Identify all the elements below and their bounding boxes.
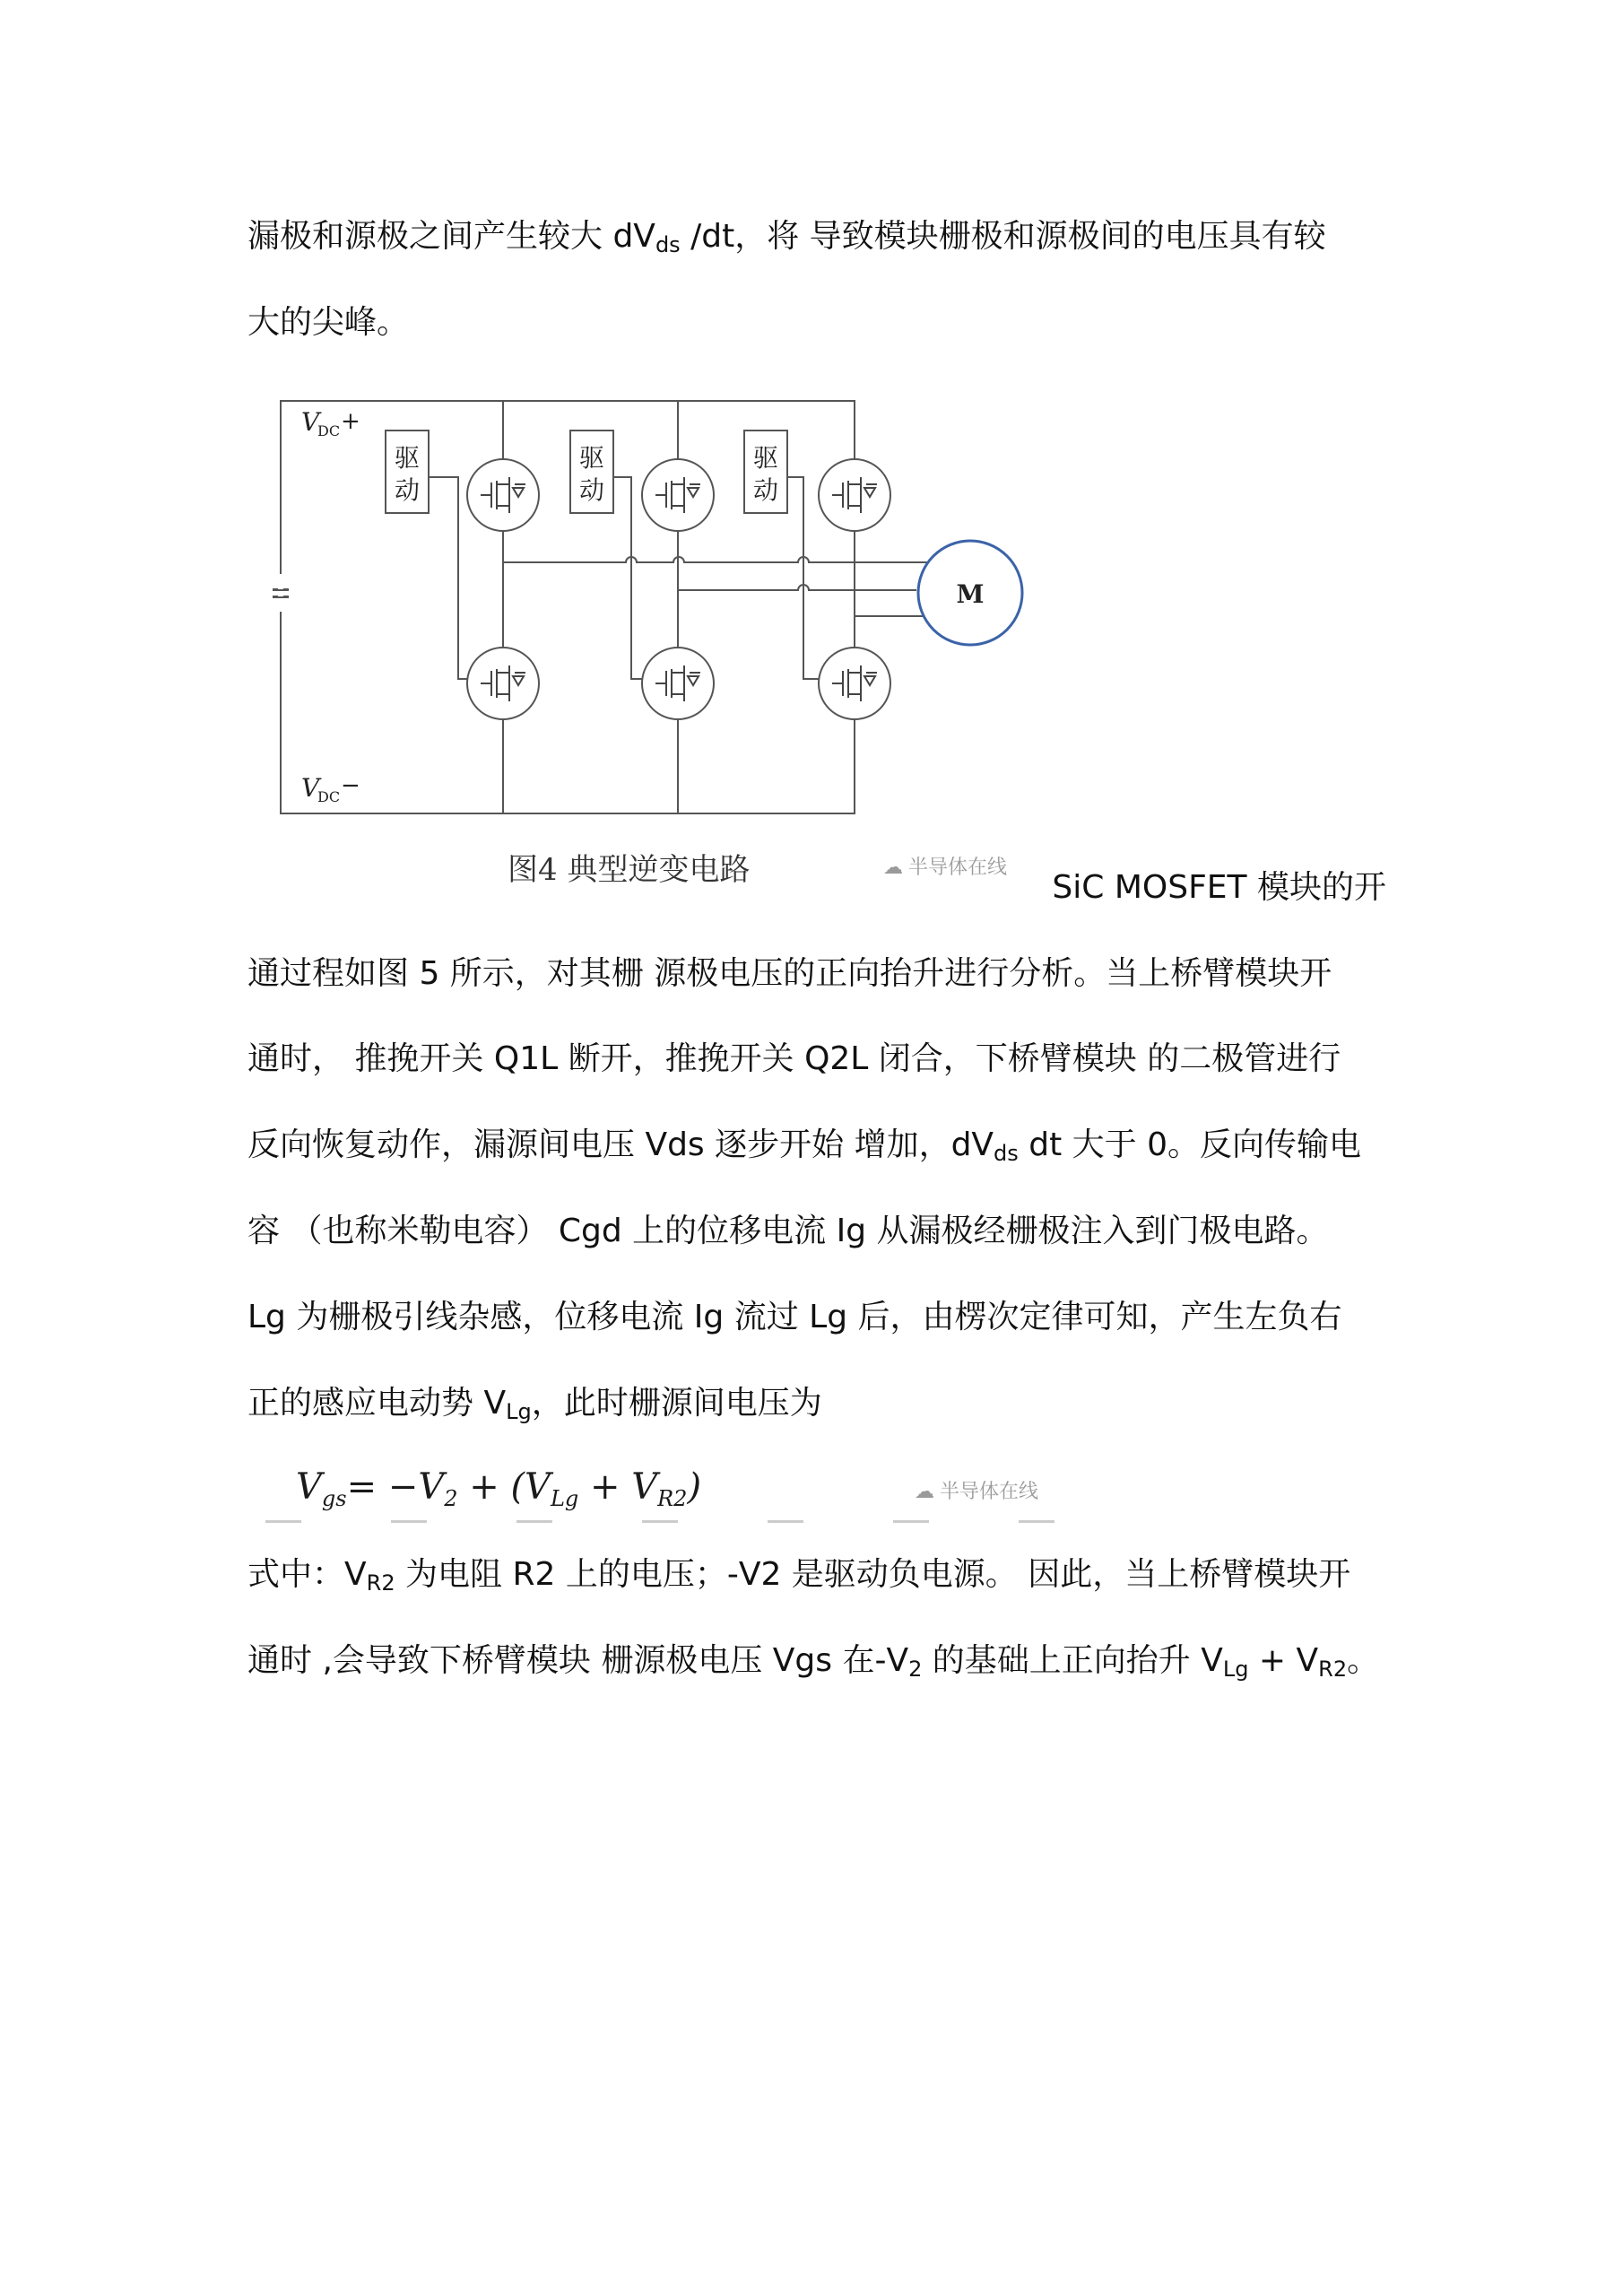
- text-segment: 通时 ,会导致下桥臂模块 栅源极电压 Vgs 在-V: [247, 1642, 909, 1679]
- text-segment: + V: [1248, 1642, 1319, 1679]
- phase-b-wire: [678, 585, 916, 590]
- text-segment: 容 （也称米勒电容） Cgd 上的位移电流 Ig 从漏极经栅极注入到门极电路。: [247, 1213, 1329, 1249]
- formula-subscript: gs: [321, 1486, 347, 1511]
- formula-part: = −V: [346, 1466, 445, 1508]
- vdc-plus-sign: +: [341, 408, 360, 435]
- text-segment: 为电阻 R2 上的电压；-V2 是驱动负电源。 因此，当上桥臂模块开: [395, 1556, 1351, 1593]
- driver1-label-top: 驱: [394, 443, 421, 473]
- paragraph1-line1: [247, 215, 1386, 266]
- mosfet-upper-3: [819, 459, 890, 531]
- text-segment: 式中：V: [247, 1556, 367, 1593]
- formula-subscript: R2: [657, 1486, 688, 1511]
- paragraph2-line1: [1052, 866, 1386, 909]
- driver3-label-bottom: 动: [752, 475, 779, 505]
- formula-part: + V: [578, 1466, 658, 1508]
- figure-caption: 图4 典型逆变电路: [508, 852, 751, 888]
- text-segment: 正的感应电动势 V: [247, 1385, 507, 1422]
- vdc-plus-sub: DC: [317, 422, 341, 439]
- text-segment: 的基础上正向抬升 V: [922, 1642, 1223, 1679]
- text-segment: ，此时栅源间电压为: [531, 1385, 822, 1422]
- driver2-label-top: 驱: [578, 443, 605, 473]
- phase-a-wire: [503, 557, 927, 562]
- subscript: Lg: [506, 1399, 532, 1424]
- mosfet-upper-2: [642, 459, 714, 531]
- vdc-minus-sign: −: [341, 772, 360, 799]
- text-segment: 漏极和源极之间产生较大 dV: [247, 218, 655, 255]
- driver2-label-bottom: 动: [578, 475, 605, 505]
- driver1-label-bottom: 动: [394, 475, 421, 505]
- watermark-logo-icon: ☁: [883, 857, 903, 879]
- formula-watermark: [915, 1476, 1038, 1504]
- paragraph2-line7: [247, 1382, 1386, 1433]
- text-segment: Lg 为栅极引线杂感，位移电流 Ig 流过 Lg 后，由楞次定律可知，产生左负右: [247, 1299, 1342, 1335]
- inverter-circuit-diagram: [265, 395, 1063, 897]
- formula-scan-artifact: [265, 1520, 1090, 1523]
- paragraph1-line2: [247, 301, 1386, 344]
- subscript: 2: [908, 1657, 923, 1682]
- mosfet-upper-1: [467, 459, 539, 531]
- formula-part: + (V: [457, 1466, 551, 1508]
- text-segment: 通过程如图 5 所示，对其栅 源极电压的正向抬升进行分析。当上桥臂模块开: [247, 955, 1332, 992]
- paragraph2-line6: [247, 1296, 1386, 1339]
- gate-voltage-formula: [296, 1466, 701, 1511]
- text-segment: SiC MOSFET 模块的开: [1052, 869, 1386, 906]
- vdc-plus-v: V: [301, 407, 320, 437]
- motor-label: M: [956, 579, 985, 609]
- vdc-minus-sub: DC: [317, 788, 341, 805]
- subscript: ds: [994, 1141, 1019, 1166]
- formula-subscript: Lg: [550, 1486, 579, 1511]
- watermark-text: 半导体在线: [940, 1481, 1039, 1503]
- text-segment: dt 大于 0。反向传输电: [1018, 1126, 1361, 1163]
- driver3-label-top: 驱: [752, 443, 779, 473]
- mosfet-lower-1: [467, 648, 539, 719]
- paragraph3-line1: [247, 1553, 1386, 1605]
- watermark-logo-icon: ☁: [915, 1481, 934, 1503]
- formula-part: ): [687, 1466, 702, 1508]
- subscript: R2: [366, 1570, 395, 1596]
- formula-subscript: 2: [444, 1486, 458, 1511]
- vdc-minus-v: V: [301, 773, 320, 803]
- formula-part: V: [296, 1466, 322, 1508]
- text-segment: 通时， 推挽开关 Q1L 断开，推挽开关 Q2L 闭合，下桥臂模块 的二极管进行: [247, 1040, 1341, 1077]
- paragraph2-line5: [247, 1210, 1386, 1253]
- watermark-text: 半导体在线: [908, 857, 1008, 879]
- mosfet-lower-3: [819, 648, 890, 719]
- text-segment: 反向恢复动作，漏源间电压 Vds 逐步开始 增加，dV: [247, 1126, 994, 1163]
- paragraph3-line2: [247, 1639, 1386, 1691]
- text-segment: 。: [1347, 1642, 1380, 1679]
- subscript: Lg: [1222, 1657, 1249, 1682]
- paragraph2-line2: [247, 952, 1386, 996]
- mosfet-lower-2: [642, 648, 714, 719]
- subscript: ds: [655, 232, 681, 257]
- paragraph2-line4: [247, 1124, 1386, 1175]
- paragraph2-line3: [247, 1038, 1386, 1081]
- text-segment: /dt，将 导致模块栅极和源极间的电压具有较: [680, 218, 1326, 255]
- subscript: R2: [1318, 1657, 1348, 1682]
- watermark: [883, 852, 1007, 880]
- text-segment: 大的尖峰。: [247, 304, 410, 341]
